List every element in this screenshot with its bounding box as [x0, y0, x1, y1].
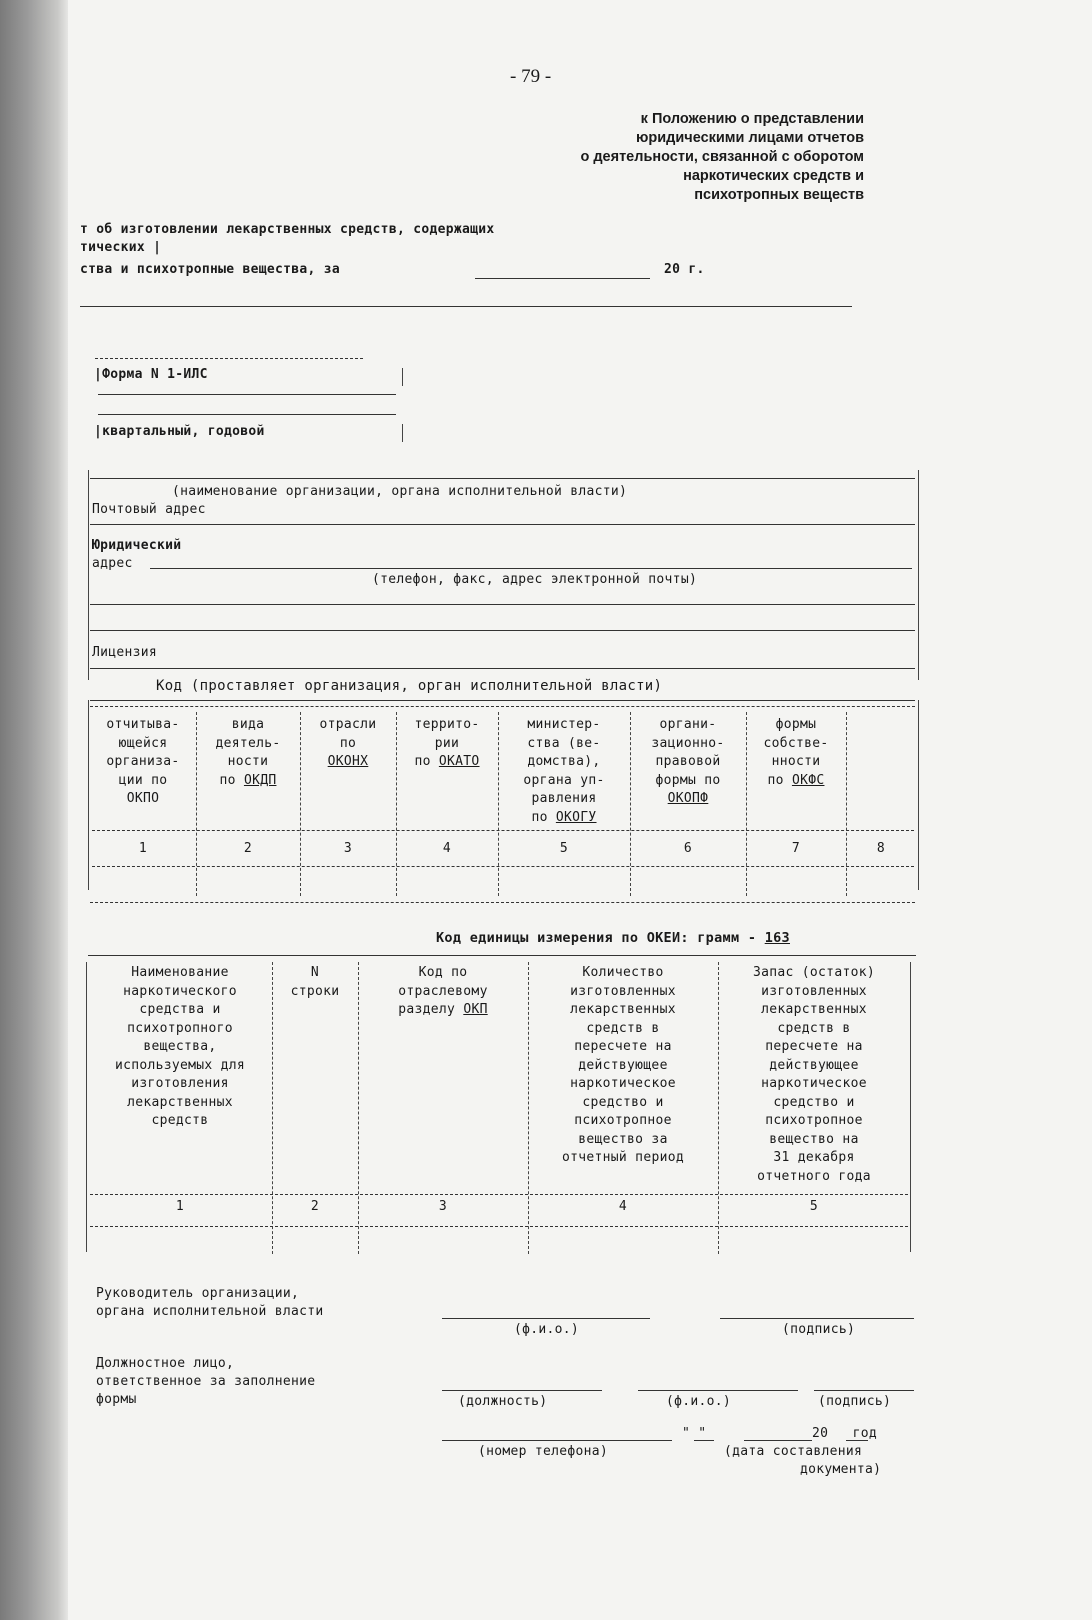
codes-rule-top: [90, 700, 915, 701]
legal-address-label-2: адрес: [92, 556, 133, 571]
codes-col-number: 5: [559, 841, 569, 856]
org-right-border: [918, 470, 919, 680]
codes-col-header: [198, 716, 298, 790]
org-rule-4: [90, 630, 915, 631]
appendix-line: о деятельности, связанной с оборотом: [580, 149, 864, 165]
codes-col-header: [398, 716, 496, 772]
appendix-line: наркотических средств и: [683, 168, 864, 184]
main-col-header-text: Количество изготовленных лекарственных средств в пересчете на действующее наркотическое средство и психотропное вещество за отчетный период: [562, 965, 684, 1165]
main-col-number: 4: [618, 1199, 628, 1214]
date-caption-2: документа): [800, 1462, 882, 1477]
date-caption-1: (дата составления: [724, 1444, 863, 1459]
codes-col-number: 2: [243, 841, 253, 856]
report-year: 20 г.: [664, 262, 705, 277]
official-fio-line: [638, 1390, 798, 1391]
official-label-2: ответственное за заполнение: [96, 1374, 316, 1389]
phone-line: [442, 1440, 672, 1441]
codes-col-separator: [498, 712, 499, 896]
contacts-caption: (телефон, факс, адрес электронной почты): [372, 572, 698, 587]
official-label-3: формы: [96, 1392, 137, 1407]
report-title-line3: ства и психотропные вещества, за: [80, 262, 341, 277]
form-box-mid2: [98, 414, 396, 415]
head-signature-line: [720, 1318, 914, 1319]
codes-col-header: [302, 716, 394, 772]
form-name: |Форма N 1-ИЛС: [94, 367, 208, 382]
codes-title: Код (проставляет организация, орган исполнительной власти): [156, 678, 663, 694]
date-day-line: [694, 1440, 714, 1441]
report-title-line2: тических |: [80, 240, 162, 255]
codes-col-header-text: отчитыва- ющейся организа- ции по ОКПО: [106, 717, 180, 806]
codes-col-classifier: ОКДП: [243, 772, 277, 788]
page-number: - 79 -: [510, 66, 552, 87]
codes-col-separator: [300, 712, 301, 896]
codes-col-number: 6: [683, 841, 693, 856]
main-col-header: [360, 964, 526, 1020]
head-fio-caption: (ф.и.о.): [514, 1322, 580, 1337]
codes-col-separator: [746, 712, 747, 896]
head-signature-caption: (подпись): [782, 1322, 856, 1337]
codes-col-separator: [630, 712, 631, 896]
main-col-header: [530, 964, 716, 1168]
codes-col-header-text: органи- зационно- правовой формы по: [651, 717, 725, 788]
codes-col-separator: [396, 712, 397, 896]
main-col-header: [274, 964, 356, 1001]
org-name-caption: (наименование организации, органа исполнительной власти): [172, 484, 628, 499]
codes-col-separator: [196, 712, 197, 896]
form-period: |квартальный, годовой: [94, 424, 265, 439]
form-box-right2: [402, 424, 403, 442]
official-signature-caption: (подпись): [818, 1394, 892, 1409]
date-text: " " 20 год: [682, 1426, 878, 1441]
unit-code: 163: [764, 930, 790, 946]
codes-col-classifier: ОКОГУ: [555, 809, 597, 825]
main-row-rule: [90, 1226, 908, 1227]
main-col-number: 2: [310, 1199, 320, 1214]
form-box-mid1: [98, 394, 396, 395]
codes-row-rule: [92, 830, 914, 831]
form-box-top: [95, 358, 363, 359]
main-rule-top: [88, 955, 916, 956]
main-col-number: 3: [438, 1199, 448, 1214]
org-rule-1: [90, 478, 915, 479]
codes-col-header-text: террито- рии по: [414, 717, 480, 769]
codes-col-classifier: ОКОНХ: [327, 754, 369, 769]
position-caption: (должность): [458, 1394, 548, 1409]
codes-rule-end: [90, 902, 915, 903]
scan-edge-shadow: [0, 0, 68, 1620]
head-label-1: Руководитель организации,: [96, 1286, 300, 1301]
codes-row-rule: [92, 866, 914, 867]
unit-line-text: Код единицы измерения по ОКЕИ: грамм -: [436, 930, 765, 946]
main-col-header-text: Наименование наркотического средства и психотропного вещества, используемых для изготовления лекарственных средств: [114, 965, 246, 1128]
form-box-right: [402, 368, 403, 386]
codes-col-header-text: вида деятель- ности по: [215, 717, 281, 788]
main-col-header-text: Код по отраслевому разделу: [398, 965, 488, 1017]
codes-col-number: 3: [343, 841, 353, 856]
position-line: [442, 1390, 602, 1391]
head-label-2: органа исполнительной власти: [96, 1304, 324, 1319]
main-row-rule: [90, 1194, 908, 1195]
period-blank-line: [475, 278, 650, 279]
main-border: [86, 962, 87, 1252]
main-col-header: [720, 964, 908, 1186]
head-fio-line: [442, 1318, 650, 1319]
phone-caption: (номер телефона): [478, 1444, 609, 1459]
main-border: [910, 962, 911, 1252]
codes-col-number: 1: [138, 841, 148, 856]
codes-col-classifier: ОКОПФ: [667, 791, 709, 806]
main-col-header: [90, 964, 270, 1131]
legal-address-line: [150, 568, 912, 569]
codes-col-header-text: отрасли по: [319, 717, 377, 751]
codes-col-number: 7: [791, 841, 801, 856]
unit-line: [436, 930, 790, 946]
codes-col-number: 8: [876, 841, 886, 856]
date-month-line: [744, 1440, 812, 1441]
codes-rule-top2: [90, 706, 915, 707]
codes-col-classifier: ОКАТО: [438, 754, 480, 769]
report-title-line1: т об изготовлении лекарственных средств, содержащих: [80, 222, 495, 237]
main-col-number: 1: [175, 1199, 185, 1214]
org-rule-3: [90, 604, 915, 605]
org-rule-2: [90, 524, 915, 525]
license-label: Лицензия: [92, 645, 158, 660]
appendix-line: психотропных веществ: [694, 187, 864, 203]
org-rule-5: [90, 668, 915, 669]
appendix-line: юридическими лицами отчетов: [636, 130, 864, 146]
date-year-line: [846, 1440, 868, 1441]
official-signature-line: [814, 1390, 914, 1391]
codes-right-border: [918, 700, 919, 890]
codes-col-separator: [846, 712, 847, 896]
codes-col-header: [92, 716, 194, 809]
codes-left-border: [88, 700, 89, 890]
postal-address-label: Почтовый адрес: [92, 502, 206, 517]
codes-col-header: [748, 716, 844, 790]
title-rule: [80, 306, 852, 307]
official-label-1: Должностное лицо,: [96, 1356, 235, 1371]
main-col-header-text: Запас (остаток) изготовленных лекарственных средств в пересчете на действующее наркотическое средство и психотропное вещество на 31 декабря отчетного года: [753, 965, 875, 1184]
legal-address-label-1: Юридический: [92, 538, 182, 553]
codes-col-header-text: министер- ства (ве- домства), органа уп- равления по: [523, 717, 605, 825]
official-fio-caption: (ф.и.о.): [666, 1394, 732, 1409]
codes-col-classifier: ОКФС: [791, 772, 825, 788]
codes-col-number: 4: [442, 841, 452, 856]
codes-col-header-text: формы собстве- нности по: [763, 717, 829, 788]
appendix-line: к Положению о представлении: [640, 111, 864, 127]
appendix-block: [580, 110, 864, 205]
org-left-border: [88, 470, 89, 680]
main-col-header-text: N строки: [290, 965, 340, 999]
main-col-number: 5: [809, 1199, 819, 1214]
main-col-classifier: ОКП: [463, 1002, 488, 1017]
codes-col-header: [500, 716, 628, 827]
codes-col-header: [632, 716, 744, 809]
